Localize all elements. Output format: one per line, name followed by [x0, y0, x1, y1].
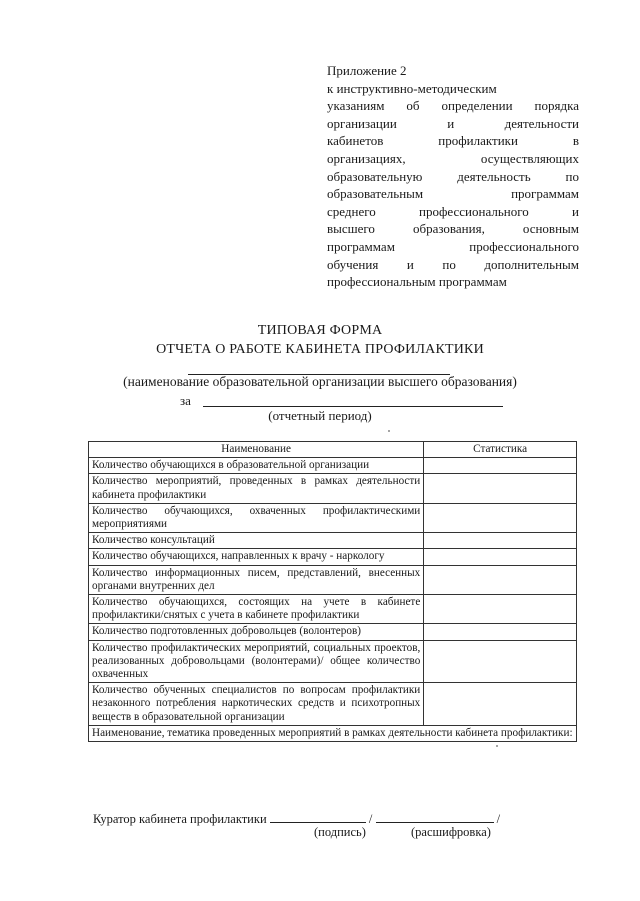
row-label: Количество обучающихся, направленных к врачу - наркологу [89, 549, 424, 565]
row-label: Количество обученных специалистов по вопросам профилактики незаконного потребления наркотических средств и психотропных веществ в образовательной организации [89, 683, 424, 726]
row-label: Количество профилактических мероприятий, социальных проектов, реализованных добровольцами (волонтерами)/ общее количество охваченных [89, 640, 424, 683]
form-title: ТИПОВАЯ ФОРМА [257, 323, 383, 338]
stat-cell[interactable] [424, 549, 577, 565]
table-row [89, 503, 577, 532]
signature-separator: / [368, 812, 373, 826]
stat-cell[interactable] [424, 565, 577, 594]
table-row [89, 565, 577, 594]
table-row [89, 595, 577, 624]
appendix-block [327, 62, 579, 291]
header-statistics: Статистика [424, 442, 577, 458]
row-label: Количество информационных писем, представлений, внесенных органами внутренних дел [89, 565, 424, 594]
row-label: Количество консультаций [89, 533, 424, 549]
appendix-line: среднего профессионального и [327, 203, 579, 219]
appendix-line: к инструктивно-методическим [327, 80, 497, 96]
signature-end: / [496, 812, 501, 826]
table-row [89, 458, 577, 474]
period-caption: (отчетный период) [268, 408, 372, 423]
row-label: Количество обучающихся, состоящих на учете в кабинете профилактики/снятых с учета в кабинете профилактики [89, 595, 424, 624]
appendix-line: высшего образования, основным [327, 221, 579, 237]
period-line[interactable] [203, 406, 503, 407]
stat-cell[interactable] [424, 458, 577, 474]
appendix-line: образовательную деятельность по [327, 168, 579, 184]
org-name-caption: (наименование образовательной организации высшего образования) [123, 374, 517, 389]
scan-speck [388, 430, 390, 432]
report-table [88, 441, 577, 742]
appendix-line: профессиональным программам [327, 274, 507, 290]
stat-cell[interactable] [424, 595, 577, 624]
table-row [89, 549, 577, 565]
row-label: Количество обучающихся в образовательной организации [89, 458, 424, 474]
appendix-line: Приложение 2 [327, 63, 407, 78]
appendix-line: кабинетов профилактики в [327, 133, 579, 149]
table-row [89, 474, 577, 503]
period-label: за [180, 393, 191, 408]
stat-cell[interactable] [424, 474, 577, 503]
stat-cell[interactable] [424, 640, 577, 683]
signature-line[interactable] [270, 811, 366, 823]
stat-cell[interactable] [424, 624, 577, 640]
appendix-line: организации и деятельности [327, 115, 579, 131]
stat-cell[interactable] [424, 683, 577, 726]
appendix-line: образовательным программам [327, 186, 579, 202]
table-final-row [89, 725, 577, 741]
appendix-line: указаниям об определении порядка [327, 98, 579, 114]
appendix-line: обучения и по дополнительным [327, 256, 579, 272]
decode-line[interactable] [376, 811, 494, 823]
table-header-row [89, 442, 577, 458]
stat-cell[interactable] [424, 533, 577, 549]
appendix-line: программам профессионального [327, 238, 579, 254]
stat-cell[interactable] [424, 503, 577, 532]
scan-speck [496, 745, 498, 747]
header-name: Наименование [89, 442, 424, 458]
row-label: Количество подготовленных добровольцев (волонтеров) [89, 624, 424, 640]
events-topics-cell[interactable]: Наименование, тематика проведенных мероприятий в рамках деятельности кабинета профилактики: [89, 725, 577, 741]
signature-caption: (подпись) [314, 825, 366, 839]
decode-caption: (расшифровка) [411, 825, 491, 839]
row-label: Количество мероприятий, проведенных в рамках деятельности кабинета профилактики [89, 474, 424, 503]
row-label: Количество обучающихся, охваченных профилактическими мероприятиями [89, 503, 424, 532]
form-subtitle: ОТЧЕТА О РАБОТЕ КАБИНЕТА ПРОФИЛАКТИКИ [156, 342, 484, 357]
table-row [89, 640, 577, 683]
table-row [89, 683, 577, 726]
table-row [89, 533, 577, 549]
table-row [89, 624, 577, 640]
appendix-line: организациях, осуществляющих [327, 150, 579, 166]
curator-label: Куратор кабинета профилактики [93, 812, 267, 826]
